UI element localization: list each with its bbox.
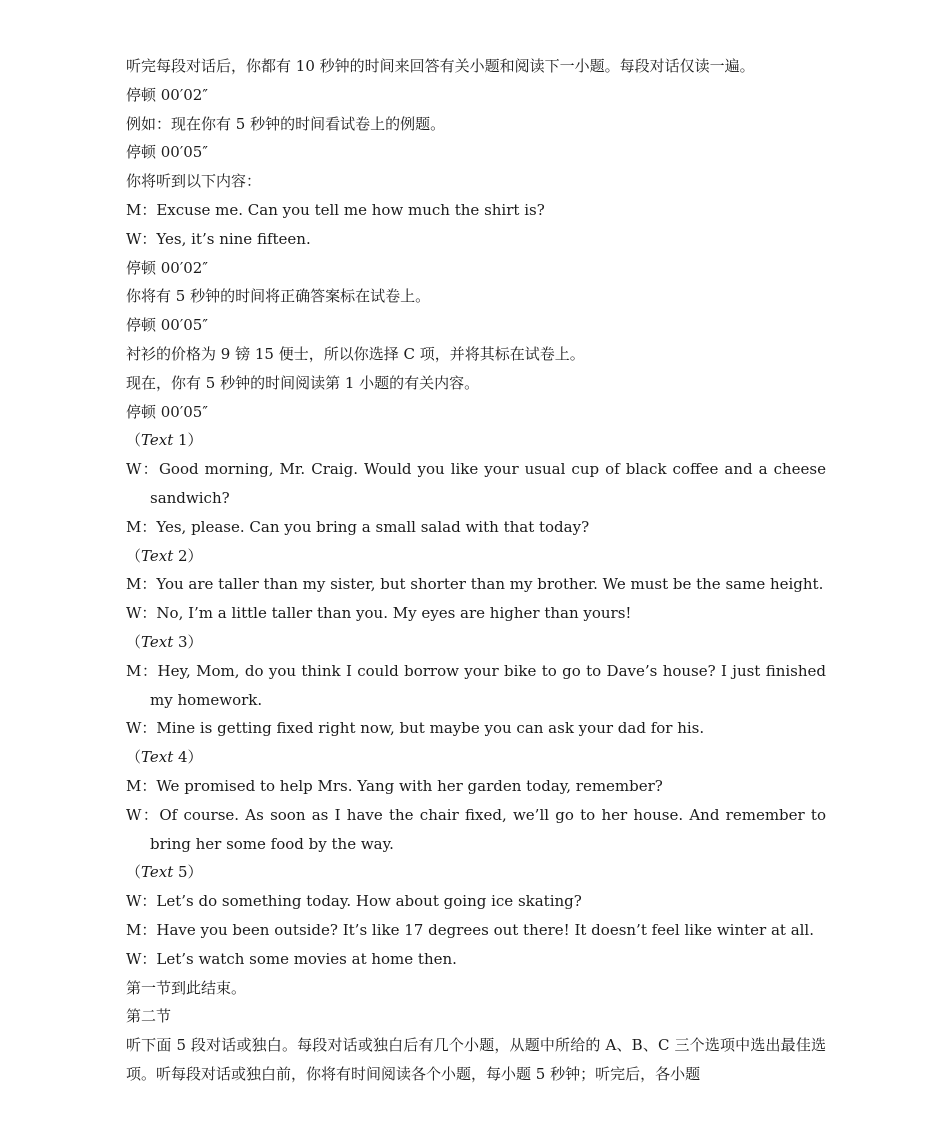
dialogue-text: Mine is getting fixed right now, but maybe you can ask your dad for his. xyxy=(156,719,705,738)
label-open-paren: （ xyxy=(126,863,142,882)
speaker-tag: W： xyxy=(126,719,157,738)
dialogue-line xyxy=(126,455,826,513)
label-open-paren: （ xyxy=(126,632,142,651)
speaker-tag: W： xyxy=(126,892,157,911)
speaker-tag: M： xyxy=(126,200,157,219)
dialogue-text: Yes, it’s nine fifteen. xyxy=(156,229,311,248)
text-line: 停顿 00′05″ xyxy=(126,316,208,335)
label-word: Text xyxy=(141,863,174,882)
dialogue-line xyxy=(126,570,826,599)
instruction-paragraph: 听下面 5 段对话或独白。每段对话或独白后有几个小题，从题中所给的 A、B、C 三个选项中选出最佳选项。听每段对话或独白前，你将有时间阅读各个小题，每小题 5 秒钟；听完后，各小题 xyxy=(126,1036,826,1083)
document-page xyxy=(126,52,826,1089)
text-section-label xyxy=(126,628,826,657)
speaker-tag: M： xyxy=(126,661,158,680)
text-line: 听完每段对话后，你都有 10 秒钟的时间来回答有关小题和阅读下一小题。每段对话仅读一遍。 xyxy=(126,57,755,75)
dialogue-line xyxy=(126,772,826,801)
label-open-paren: （ xyxy=(126,748,142,767)
dialogue-text: Let’s do something today. How about going ice skating? xyxy=(156,892,582,911)
dialogue-text: You are taller than my sister, but shorter than my brother. We must be the same height. xyxy=(156,575,824,594)
dialogue-text: Hey, Mom, do you think I could borrow your bike to go to Dave’s house? I just finished my homework. xyxy=(150,661,826,709)
text-line: 停顿 00′05″ xyxy=(126,143,208,162)
label-number: 3） xyxy=(173,632,203,651)
text-section-label xyxy=(126,858,826,887)
text-line: 你将有 5 秒钟的时间将正确答案标在试卷上。 xyxy=(126,287,431,306)
dialogue-line xyxy=(126,599,826,628)
dialogue-line xyxy=(126,513,826,542)
speaker-tag: M： xyxy=(126,776,157,795)
speaker-tag: M： xyxy=(126,517,157,536)
dialogue-text: Have you been outside? It’s like 17 degrees out there! It doesn’t feel like winter at all. xyxy=(156,920,815,939)
dialogue-text: We promised to help Mrs. Yang with her garden today, remember? xyxy=(156,776,663,795)
label-open-paren: （ xyxy=(126,546,142,565)
dialogue-text: Let’s watch some movies at home then. xyxy=(156,949,457,968)
dialogue-text: Yes, please. Can you bring a small salad with that today? xyxy=(156,517,590,536)
dialogue-line xyxy=(126,801,826,859)
speaker-tag: W： xyxy=(126,805,160,824)
text-section-label xyxy=(126,542,826,571)
speaker-tag: W： xyxy=(126,949,157,968)
text-line: 例如：现在你有 5 秒钟的时间看试卷上的例题。 xyxy=(126,114,446,133)
speaker-tag: M： xyxy=(126,575,157,594)
label-number: 5） xyxy=(173,863,203,882)
text-line: 衬衫的价格为 9 镑 15 便士，所以你选择 C 项，并将其标在试卷上。 xyxy=(126,344,585,363)
text-line: 停顿 00′02″ xyxy=(126,258,208,277)
dialogue-line xyxy=(126,887,826,916)
speaker-tag: W： xyxy=(126,460,159,479)
label-word: Text xyxy=(141,748,174,767)
dialogue-line xyxy=(126,196,826,225)
text-section-label xyxy=(126,426,826,455)
text-line: 现在，你有 5 秒钟的时间阅读第 1 小题的有关内容。 xyxy=(126,373,480,392)
label-number: 1） xyxy=(173,431,203,450)
dialogue-line xyxy=(126,657,826,715)
label-word: Text xyxy=(141,546,174,565)
dialogue-text: Good morning, Mr. Craig. Would you like your usual cup of black coffee and a cheese sandwich? xyxy=(150,460,827,507)
dialogue-text: Of course. As soon as I have the chair fixed, we’ll go to her house. And remember to bring her some food by the way. xyxy=(150,805,826,853)
text-line: 第二节 xyxy=(126,1007,172,1026)
speaker-tag: W： xyxy=(126,604,157,623)
dialogue-line xyxy=(126,225,826,254)
label-word: Text xyxy=(141,632,174,651)
label-word: Text xyxy=(141,431,174,450)
text-line: 你将听到以下内容： xyxy=(126,172,262,191)
text-line: 第一节到此结束。 xyxy=(126,978,247,997)
label-number: 2） xyxy=(173,546,203,565)
label-number: 4） xyxy=(173,748,203,767)
dialogue-text: Excuse me. Can you tell me how much the shirt is? xyxy=(156,200,545,219)
dialogue-text: No, I’m a little taller than you. My eyes are higher than yours! xyxy=(156,604,632,623)
speaker-tag: M： xyxy=(126,920,157,939)
speaker-tag: W： xyxy=(126,229,157,248)
text-line: 停顿 00′05″ xyxy=(126,402,208,421)
dialogue-line xyxy=(126,945,826,974)
text-section-label xyxy=(126,743,826,772)
label-open-paren: （ xyxy=(126,431,142,450)
dialogue-line xyxy=(126,916,826,945)
text-line: 停顿 00′02″ xyxy=(126,85,208,104)
dialogue-line xyxy=(126,714,826,743)
